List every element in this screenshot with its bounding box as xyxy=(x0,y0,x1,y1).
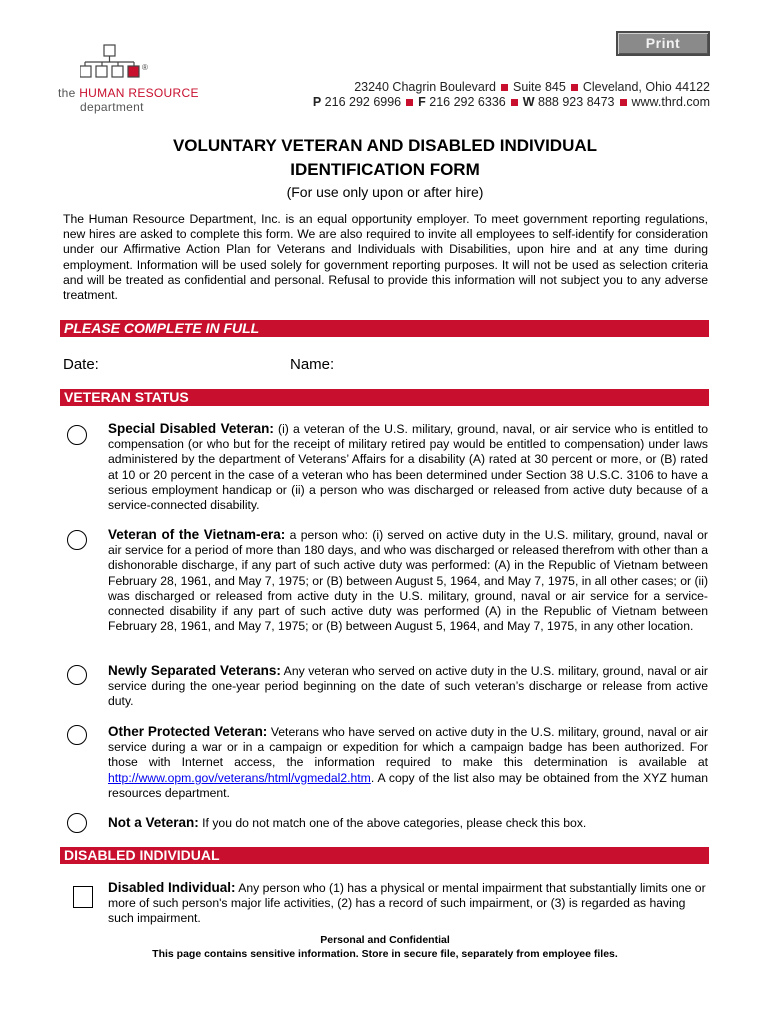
form-title-line2: IDENTIFICATION FORM xyxy=(290,160,480,179)
opm-medal-link[interactable]: http://www.opm.gov/veterans/html/vgmedal2.htm xyxy=(108,770,371,785)
other-protected-veteran-radio[interactable] xyxy=(67,725,87,745)
form-title: VOLUNTARY VETERAN AND DISABLED INDIVIDUAL xyxy=(172,136,598,155)
logo-text: the HUMAN RESOURCE xyxy=(58,86,199,100)
print-button[interactable]: Print xyxy=(616,31,710,56)
intro-paragraph: The Human Resource Department, Inc. is an equal opportunity employer. To meet government reporting regulations, new hires are asked to complete this form. We are also required to invite all employees to self-identify for consideration under our Affirmative Action Plan for Veterans and Individuals with Disabilities, upon hire and at any time during employment. Information will be used solely for government reporting purposes. It will not be used as selection criteria and will be treated as confidential and personal. Refusal to provide this information will not subject you to any adverse treatment. xyxy=(63,212,708,303)
special-disabled-veteran-text: Special Disabled Veteran: (i) a veteran of the U.S. military, ground, naval, or air service who is entitled to compensation (or who but for the receipt of military retired pay would be entitled to compensation) under laws administered by the department of Veterans’ Affairs for a disability (A) rated at 30 percent or more, or (B) rated at 10 or 20 percent in the case of a veteran who has been determined under Section 38 U.S.C. 3106 to have a serious employment handicap or (ii) a person who was discharged or released from active duty because of a service-connected disability. xyxy=(108,421,708,513)
section-header-complete: PLEASE COMPLETE IN FULL xyxy=(60,320,709,337)
contact-line: P 216 292 6996 F 216 292 6336 W 888 923 8473 www.thrd.com xyxy=(312,95,710,109)
newly-separated-veteran-text: Newly Separated Veterans: Any veteran who served on active duty in the U.S. military, ground, naval or air service during the one-year period beginning on the date of such veteran’s discharge or release from active duty. xyxy=(108,663,708,709)
form-subtitle: (For use only upon or after hire) xyxy=(286,184,484,200)
section-header-veteran: VETERAN STATUS xyxy=(60,389,709,406)
not-a-veteran-text: Not a Veteran: If you do not match one of the above categories, please check this box. xyxy=(108,815,587,830)
logo-subtext: department xyxy=(80,100,144,114)
disabled-individual-checkbox[interactable] xyxy=(73,886,93,908)
org-chart-logo-icon xyxy=(80,44,160,84)
vietnam-era-veteran-radio[interactable] xyxy=(67,530,87,550)
other-protected-veteran-text: Other Protected Veteran: Veterans who have served on active duty in the U.S. military, ground, naval or air service during a war or in a campaign or expedition for which a campaign badge has been authorized. For those with Internet access, the information required to make this determination is available at http://www.opm.gov/veterans/html/vgmedal2.htm. A copy of the list also may be obtained from the XYZ human resources department. xyxy=(108,724,709,800)
date-field[interactable] xyxy=(108,354,268,374)
address-line: 23240 Chagrin Boulevard Suite 845 Cleveland, Ohio 44122 xyxy=(354,80,710,94)
name-label: Name: xyxy=(290,356,335,373)
not-a-veteran-radio[interactable] xyxy=(67,813,87,833)
section-header-disabled: DISABLED INDIVIDUAL xyxy=(60,847,709,864)
name-field[interactable] xyxy=(340,354,700,374)
registered-mark: ® xyxy=(142,63,148,72)
date-label: Date: xyxy=(63,356,99,373)
footer-notice: This page contains sensitive information. Store in secure file, separately from employee files. xyxy=(152,948,618,960)
special-disabled-veteran-radio[interactable] xyxy=(67,425,87,445)
newly-separated-veteran-radio[interactable] xyxy=(67,665,87,685)
disabled-individual-text: Disabled Individual: Any person who (1) has a physical or mental impairment that substantially limits one or more of such person's major life activities, (2) has a record of such impairment, or (3) is regarded as having such impairment. xyxy=(108,880,706,926)
vietnam-era-veteran-text: Veteran of the Vietnam-era: a person who: (i) served on active duty in the U.S. military, ground, naval or air service for a period of more than 180 days, and who was discharged or released therefrom with other than a dishonorable discharge, if any part of such active duty was performed: (A) in the Republic of Vietnam between February 28, 1961, and May 7, 1975; or (B) between August 5, 1964, and May 7, 1975, in all other cases; or (ii) was discharged or released from active duty in the U.S. military, ground, naval or air service for a service-connected disability if any part of such active duty was performed (A) in the Republic of Vietnam between February 28, 1961, and May 7, 1975; or (B) between August 5, 1964, and May 7, 1975, in any other location. xyxy=(108,527,708,634)
footer-confidential: Personal and Confidential xyxy=(320,934,450,946)
